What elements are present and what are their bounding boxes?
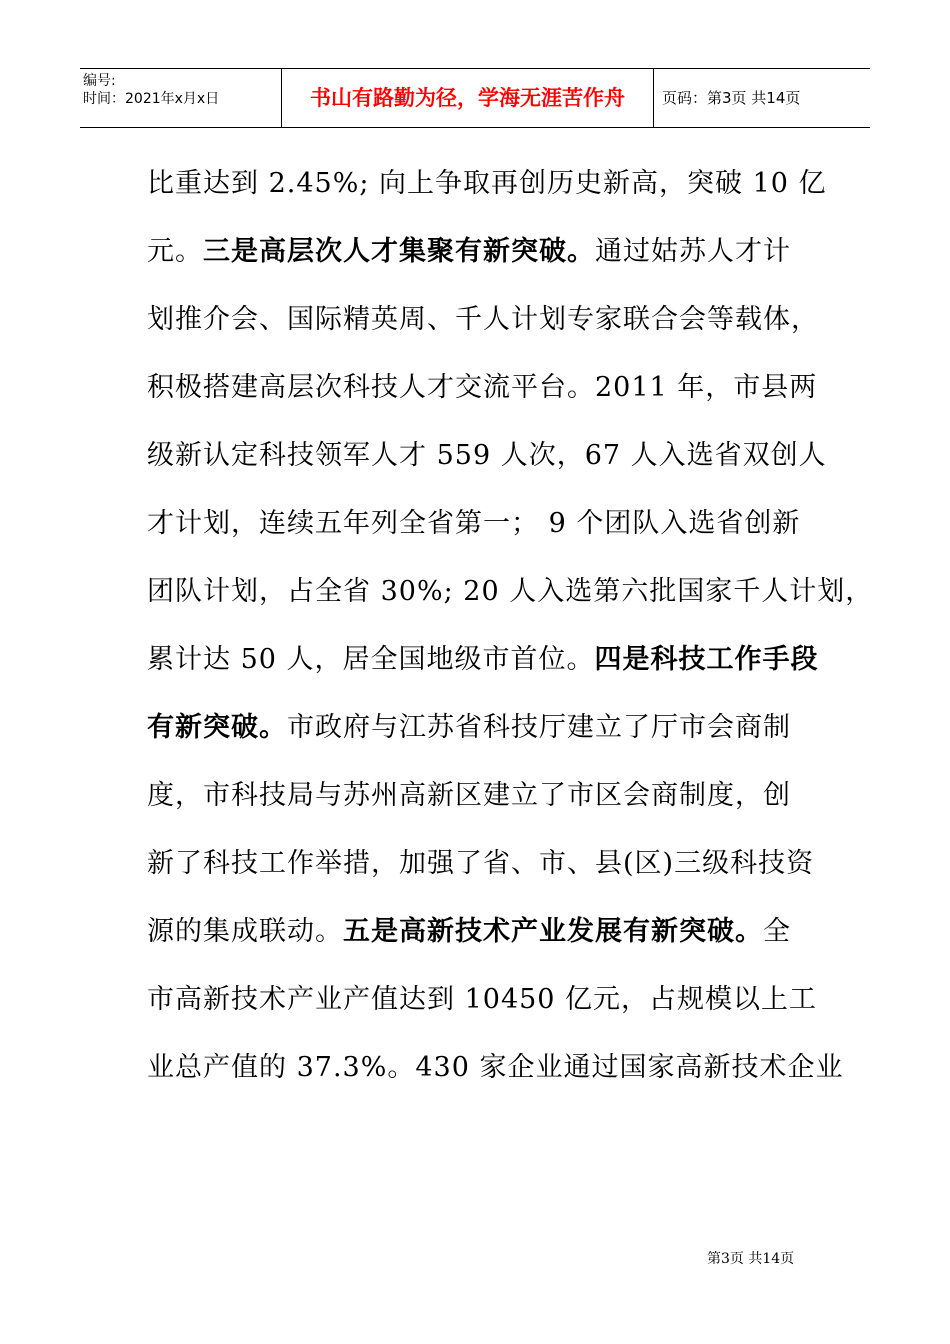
text-line — [147, 286, 819, 354]
body-text-span: 累计达 50 人，居全国地级市首位。 — [147, 644, 595, 675]
body-text-span: 划推介会、国际精英周、千人计划专家联合会等载体， — [147, 304, 819, 335]
header-motto: 书山有路勤为径，学海无涯苦作舟 — [282, 69, 654, 127]
page-footer: 第3页 共14页 — [707, 1251, 795, 1267]
page-header — [80, 68, 870, 128]
body-text-span: 级新认定科技领军人才 559 人次，67 人入选省双创人 — [147, 440, 827, 471]
bold-heading-text: 有新突破。 — [147, 712, 287, 743]
body-text-span: 比重达到 2.45%; 向上争取再创历史新高，突破 10 亿 — [147, 168, 827, 199]
time-label: 时间：2021年x月x日 — [83, 91, 220, 107]
text-line — [147, 898, 812, 966]
header-meta — [80, 69, 282, 127]
text-line — [147, 966, 818, 1034]
bold-heading-text: 三是高层次人才集聚有新突破。 — [203, 236, 595, 267]
body-text-span: 新了科技工作举措，加强了省、市、县(区)三级科技资 — [147, 848, 815, 879]
body-text-span: 通过姑苏人才计 — [595, 236, 791, 267]
body-text-span: 业总产值的 37.3%。430 家企业通过国家高新技术企业 — [147, 1052, 844, 1083]
body-text-span: 市高新技术产业产值达到 10450 亿元，占规模以上工 — [147, 984, 818, 1015]
document-body — [147, 150, 874, 1102]
text-line — [147, 490, 812, 558]
text-line — [147, 762, 812, 830]
bold-heading-text: 五是高新技术产业发展有新突破。 — [343, 916, 763, 947]
body-text-span: 源的集成联动。 — [147, 916, 343, 947]
body-text-span: 全 — [763, 916, 791, 947]
bold-heading-text: 四是科技工作手段 — [594, 644, 819, 675]
text-line — [147, 626, 819, 694]
text-line — [147, 422, 827, 490]
text-line — [147, 150, 827, 218]
text-line — [147, 830, 815, 898]
text-line — [147, 558, 874, 626]
body-text-span: 团队计划，占全省 30%; 20 人入选第六批国家千人计划， — [147, 576, 874, 607]
text-line — [147, 1034, 844, 1102]
text-line — [147, 354, 818, 422]
text-line — [147, 694, 812, 762]
body-text-span: 市政府与江苏省科技厅建立了厅市会商制 — [287, 712, 791, 743]
number-label: 编号: — [83, 73, 116, 89]
body-text-span: 元。 — [147, 236, 203, 267]
body-text-span: 才计划，连续五年列全省第一； 9 个团队入选省创新 — [147, 508, 801, 539]
text-line — [147, 218, 812, 286]
body-text-span: 积极搭建高层次科技人才交流平台。2011 年，市县两 — [147, 372, 818, 403]
header-page-label: 页码：第3页 共14页 — [662, 89, 801, 107]
body-text-span: 度，市科技局与苏州高新区建立了市区会商制度，创 — [147, 780, 791, 811]
